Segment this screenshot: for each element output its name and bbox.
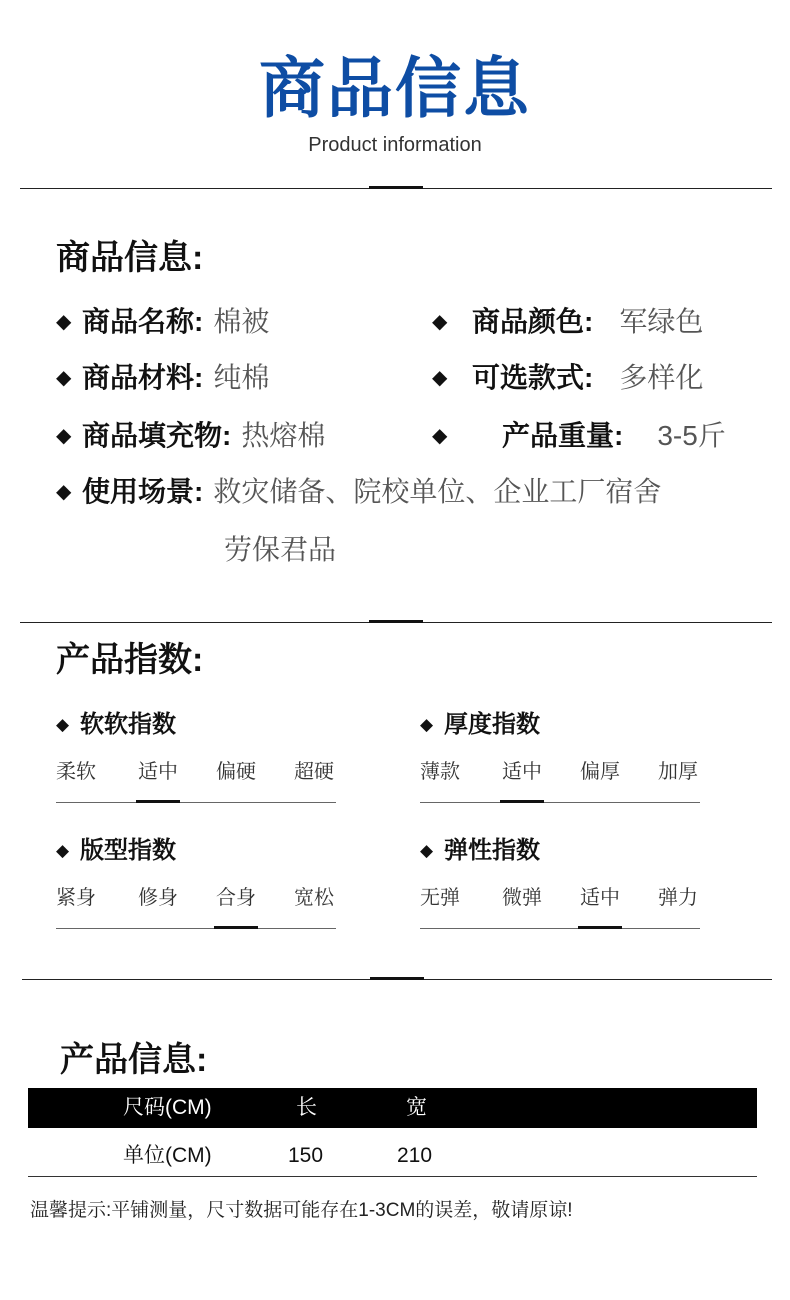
scale-baseline [420,802,700,803]
spec-item-usage [56,474,661,510]
diamond-icon: ◆ [56,425,72,447]
scale-elasticity [420,884,700,930]
scale-option: 适中 [502,761,542,783]
scale-option: 柔软 [56,761,96,783]
section-title-size-table: 产品信息: [60,1041,208,1079]
spec-label: 商品名称: [82,306,204,337]
index-title-elasticity [420,836,540,866]
divider-mark [370,977,424,980]
spec-value: 3-5斤 [657,420,726,451]
table-cell: 单位(CM) [123,1144,212,1167]
spec-value: 棉被 [213,306,270,337]
diamond-icon: ◆ [56,481,72,503]
diamond-icon: ◆ [56,715,70,734]
table-header-cell: 长 [296,1096,317,1119]
scale-baseline [56,928,336,929]
scale-option: 偏硬 [216,761,256,783]
scale-baseline [56,802,336,803]
index-title-label: 软软指数 [80,711,176,738]
scale-option: 修身 [138,887,178,909]
index-title-thickness [420,710,540,740]
table-bottom-border [28,1176,757,1177]
scale-option: 适中 [138,761,178,783]
spec-label: 产品重量: [502,420,624,451]
spec-item-style [432,360,703,396]
scale-option: 超硬 [294,761,334,783]
index-title-label: 厚度指数 [444,711,540,738]
scale-selected-marker [500,800,544,803]
table-row [28,1136,757,1176]
scale-option: 微弹 [502,887,542,909]
table-cell: 210 [397,1144,433,1167]
scale-selected-marker [136,800,180,803]
spec-label: 可选款式: [472,362,594,393]
scale-softness [56,758,336,804]
scale-baseline [420,928,700,929]
scale-option: 偏厚 [580,761,620,783]
spec-item-name [56,304,269,340]
divider-mark [369,186,423,189]
table-cell: 150 [288,1144,324,1167]
scale-option: 合身 [216,887,256,909]
scale-option: 适中 [580,887,620,909]
diamond-icon: ◆ [432,367,448,389]
table-header-cell: 尺码(CM) [123,1096,212,1119]
page-title: 商品信息 [259,51,531,125]
spec-usage-continued [224,532,336,568]
diamond-icon: ◆ [56,841,70,860]
spec-item-weight [432,418,726,454]
scale-selected-marker [214,926,258,929]
scale-thickness [420,758,700,804]
spec-value: 多样化 [619,362,704,393]
spec-value: 热熔棉 [241,420,326,451]
index-title-label: 版型指数 [80,837,176,864]
spec-item-filling [56,418,325,454]
diamond-icon: ◆ [420,841,434,860]
scale-fit [56,884,336,930]
scale-option: 无弹 [420,887,460,909]
page-subtitle: Product information [308,134,482,156]
table-header [28,1088,757,1128]
spec-value: 劳保君品 [224,534,337,565]
diamond-icon: ◆ [420,715,434,734]
spec-label: 商品填充物: [82,420,232,451]
spec-value: 军绿色 [619,306,704,337]
index-title-fit [56,836,176,866]
scale-option: 宽松 [294,887,334,909]
measurement-tip: 温馨提示:平铺测量，尺寸数据可能存在1-3CM的误差，敬请原谅! [30,1200,573,1221]
section-title-indices: 产品指数: [56,641,204,679]
spec-item-material [56,360,269,396]
spec-label: 使用场景: [82,476,204,507]
spec-label: 商品颜色: [472,306,594,337]
index-title-softness [56,710,176,740]
scale-selected-marker [578,926,622,929]
scale-option: 紧身 [56,887,96,909]
diamond-icon: ◆ [56,367,72,389]
diamond-icon: ◆ [432,425,448,447]
scale-option: 薄款 [420,761,460,783]
spec-label: 商品材料: [82,362,204,393]
spec-value: 纯棉 [213,362,270,393]
divider-mark [369,620,423,623]
spec-item-color [432,304,703,340]
diamond-icon: ◆ [56,311,72,333]
index-title-label: 弹性指数 [444,837,540,864]
scale-option: 加厚 [658,761,698,783]
diamond-icon: ◆ [432,311,448,333]
scale-option: 弹力 [658,887,698,909]
spec-value: 救灾储备、院校单位、企业工厂宿舍 [213,476,662,507]
section-title-product-info: 商品信息: [56,239,204,277]
table-header-cell: 宽 [406,1096,427,1119]
